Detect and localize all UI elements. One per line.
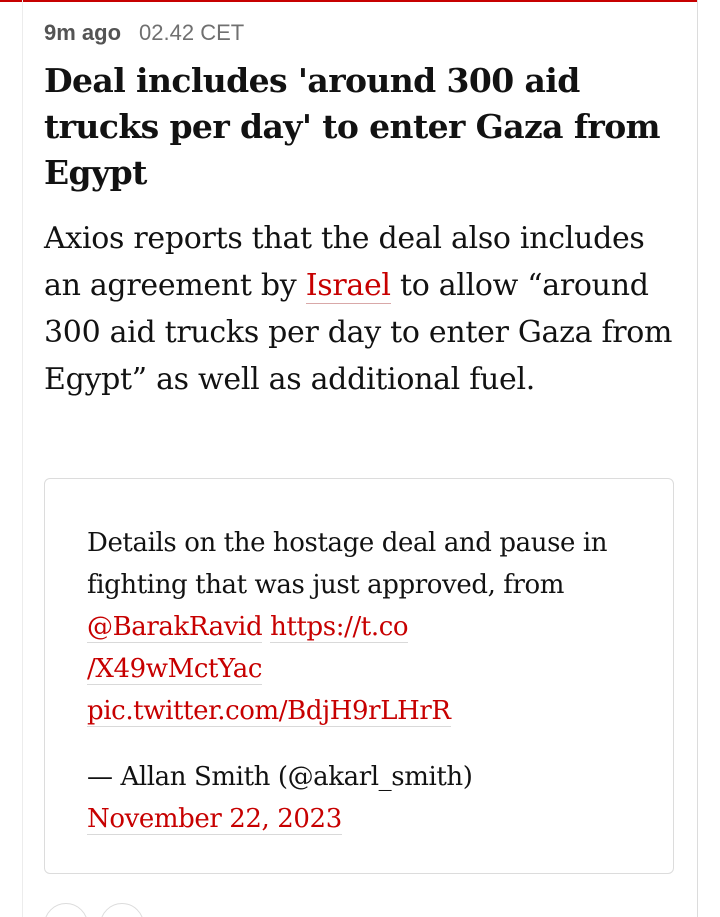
post-body-text-start: Axios reports that the deal also includes an agreement by: [44, 221, 645, 303]
share-twitter-icon[interactable]: [100, 903, 144, 917]
tweet-mention-link[interactable]: @BarakRavid: [87, 612, 263, 642]
tweet-text: [87, 522, 647, 732]
embedded-tweet: [44, 478, 674, 874]
post-body: [44, 215, 674, 403]
tweet-date-link[interactable]: November 22, 2023: [87, 804, 342, 834]
top-accent-rule: [0, 0, 697, 2]
post-timestamp: 02.42 CET: [139, 20, 245, 45]
israel-link[interactable]: Israel: [305, 268, 391, 303]
post-headline: Deal includes 'around 300 aid trucks per day' to enter Gaza from Egypt: [44, 61, 660, 192]
tweet-url-part1: https://t.co: [270, 612, 409, 642]
tweet-text-start: Details on the hostage deal and pause in fighting that was just approved, from: [87, 528, 608, 600]
right-gutter-line: [697, 0, 698, 917]
post-meta: [44, 20, 244, 50]
post-time-ago[interactable]: 9m ago: [44, 20, 122, 45]
post-body-text-end: to allow “around 300 aid trucks per day to enter Gaza from Egypt” as well as additional fuel.: [44, 268, 673, 397]
tweet-pic-link[interactable]: pic.twitter.com/BdjH9rLHrR: [87, 696, 451, 726]
tweet-url-part2: /X49wMctYac: [87, 654, 263, 684]
share-facebook-icon[interactable]: [44, 903, 88, 917]
tweet-author: — Allan Smith (@akarl_smith): [87, 762, 473, 792]
tweet-byline: [87, 756, 647, 840]
left-gutter-line: [22, 0, 23, 917]
